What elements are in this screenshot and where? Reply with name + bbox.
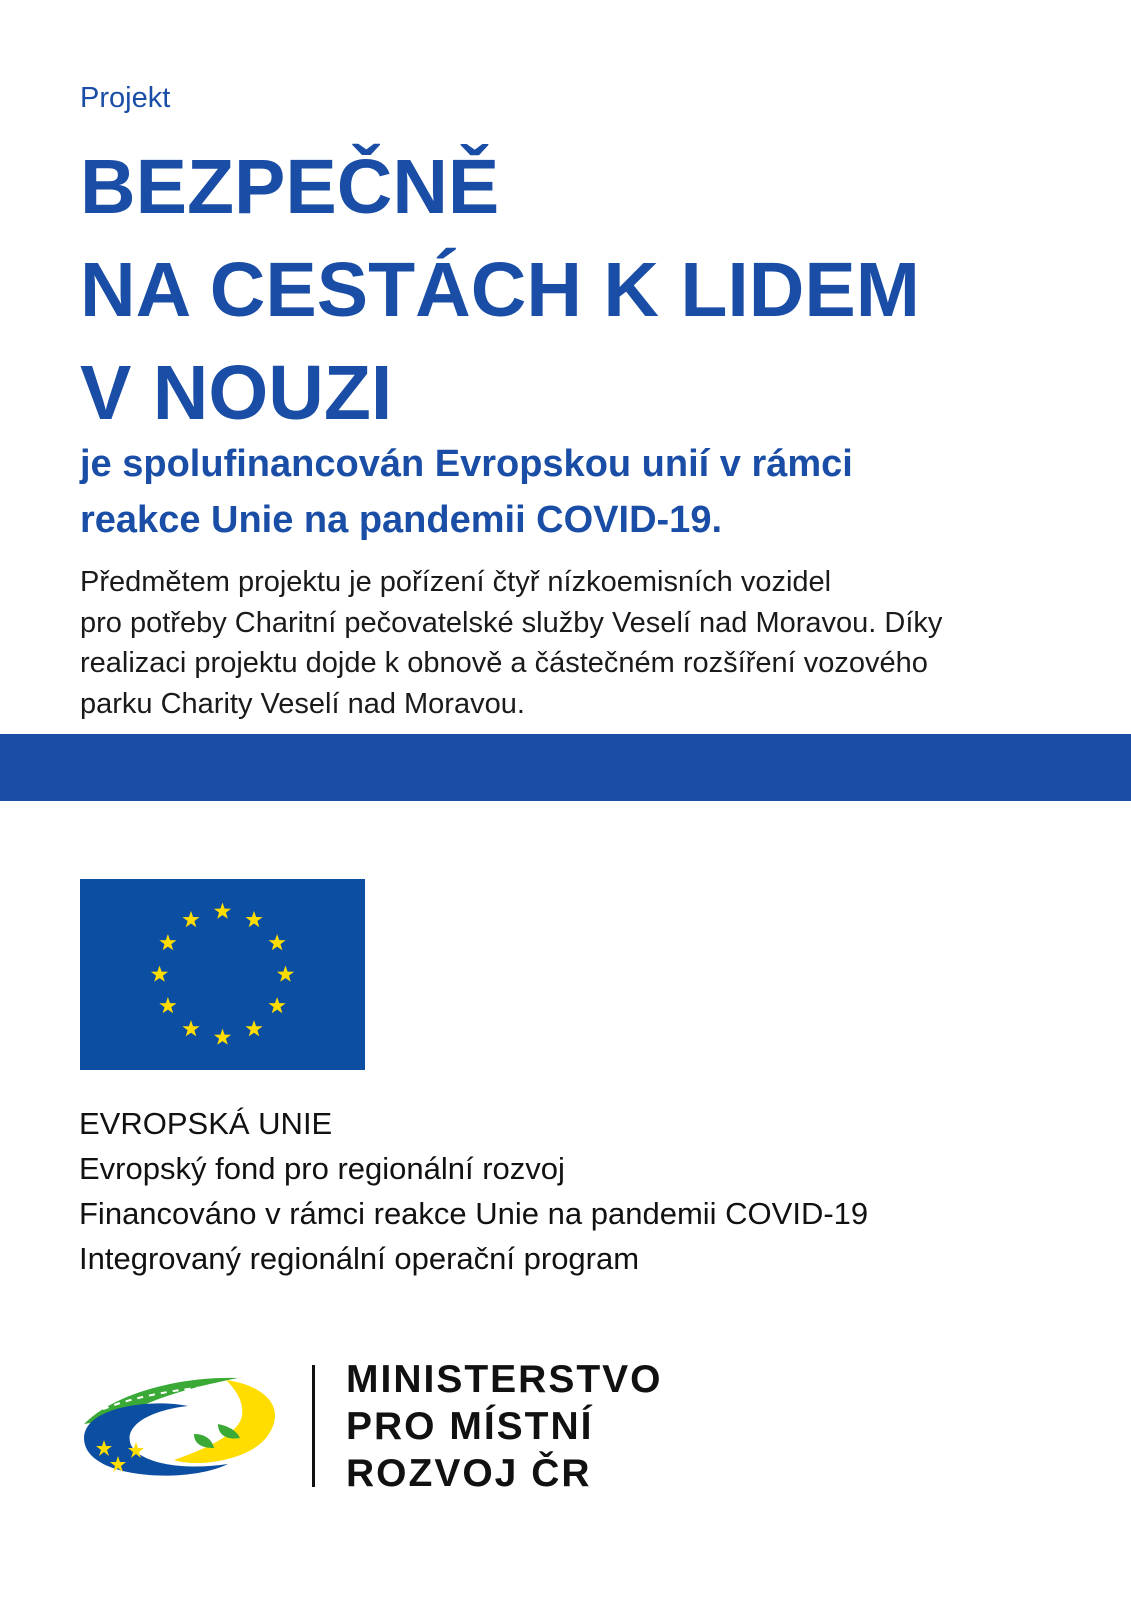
title-line: V NOUZI [80, 350, 393, 436]
eu-flag-icon [80, 879, 365, 1070]
description-line: parku Charity Veselí nad Moravou. [80, 687, 525, 720]
project-title [80, 136, 920, 445]
title-line: BEZPEČNĚ [80, 144, 500, 230]
description-line: realizaci projektu dojde k obnově a částečném rozšíření vozového [80, 647, 928, 679]
funding-statement [80, 436, 853, 548]
project-description [80, 562, 942, 724]
mmr-logo-icon [78, 1368, 284, 1484]
ministry-line: MINISTERSTVO [346, 1358, 663, 1401]
ministry-line: ROZVOJ ČR [346, 1452, 592, 1495]
title-line: NA CESTÁCH K LIDEM [80, 247, 920, 333]
ministry-line: PRO MÍSTNÍ [346, 1405, 594, 1448]
project-kicker: Projekt [80, 82, 171, 114]
ministry-name [346, 1356, 663, 1497]
funding-line: reakce Unie na pandemii COVID-19. [80, 499, 723, 541]
description-line: pro potřeby Charitní pečovatelské služby Veselí nad Moravou. Díky [80, 606, 943, 639]
eu-line: EVROPSKÁ UNIE [79, 1106, 333, 1141]
eu-line: Integrovaný regionální operační program [79, 1241, 640, 1276]
blue-band [0, 734, 1131, 801]
eu-funding-text [79, 1101, 868, 1281]
eu-line: Evropský fond pro regionální rozvoj [79, 1151, 565, 1186]
eu-line: Financováno v rámci reakce Unie na pandemii COVID-19 [79, 1196, 869, 1231]
description-line: Předmětem projektu je pořízení čtyř nízkoemisních vozidel [80, 566, 832, 598]
funding-line: je spolufinancován Evropskou unií v rámci [80, 443, 853, 485]
logo-divider [312, 1365, 315, 1487]
